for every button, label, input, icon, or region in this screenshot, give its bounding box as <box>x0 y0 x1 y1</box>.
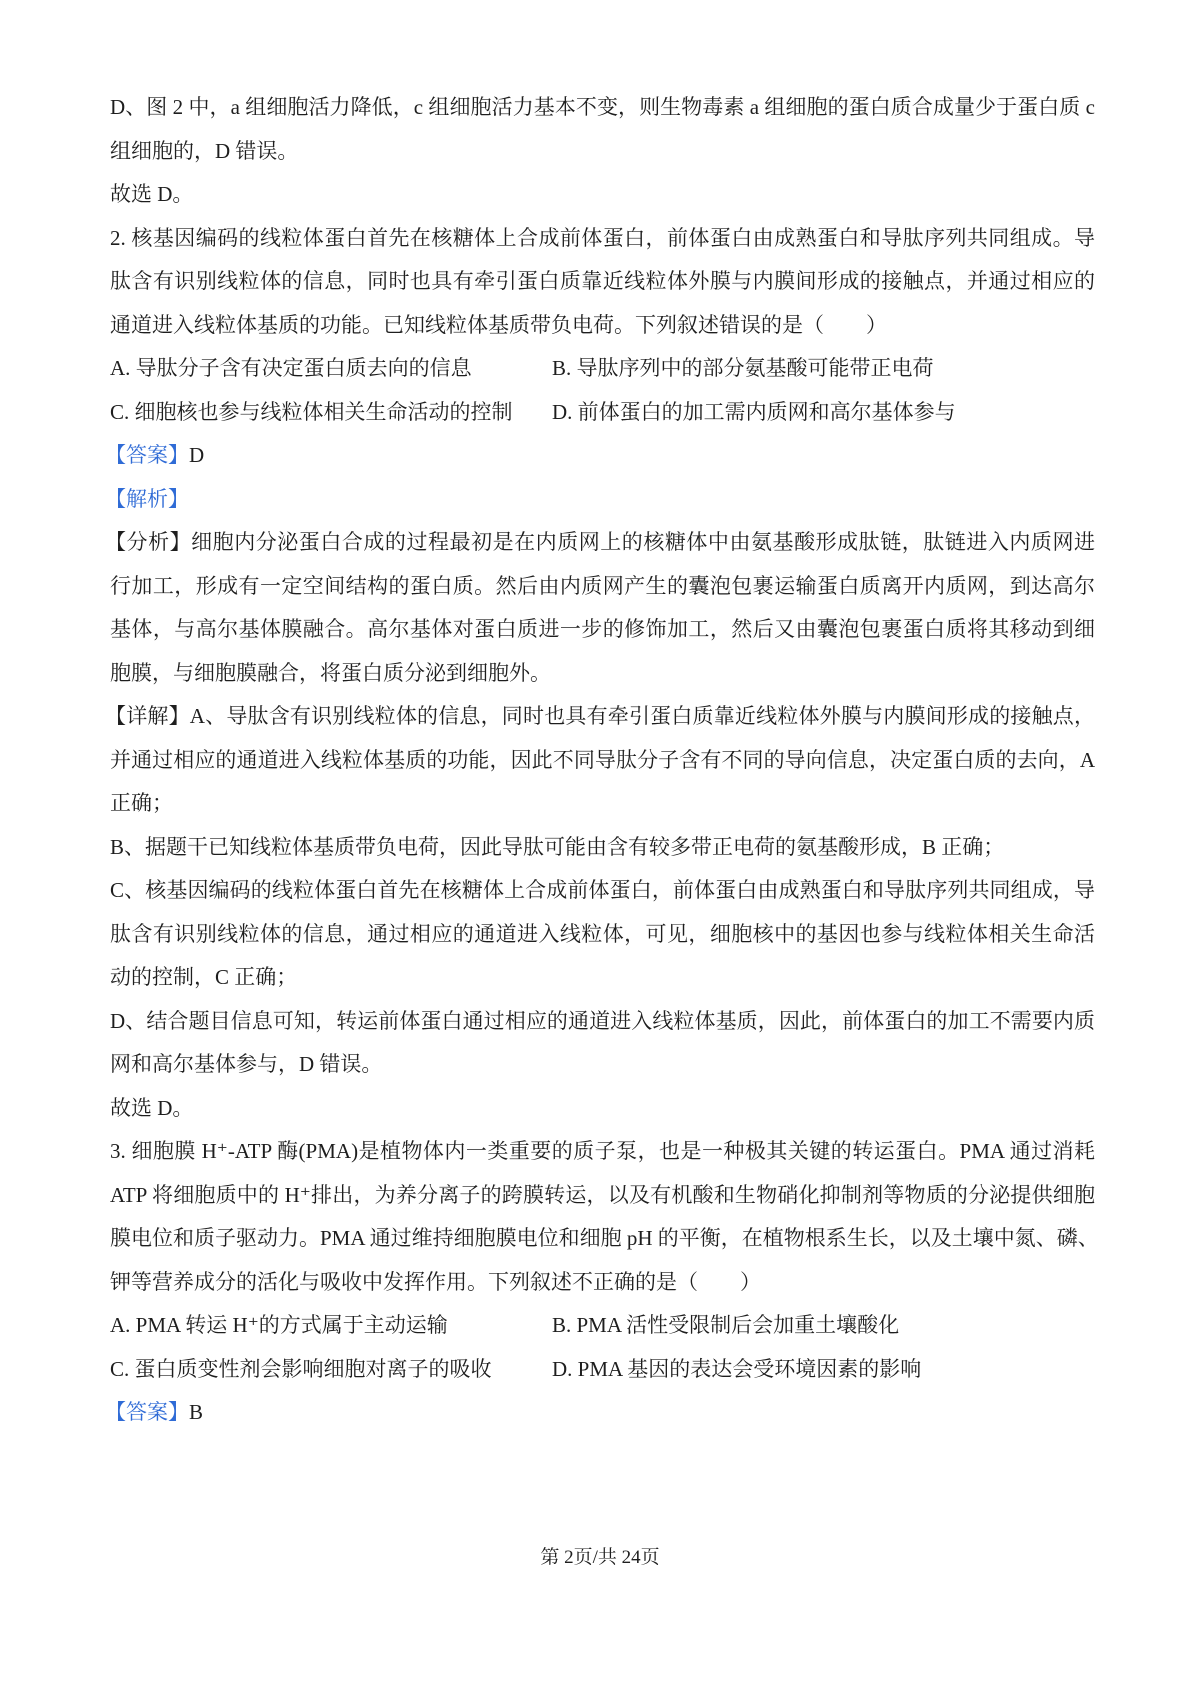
q2-conclusion: 故选 D。 <box>110 1095 194 1120</box>
q3-stem-line: 3. 细胞膜 H⁺-ATP 酶(PMA)是植物体内一类重要的质子泵，也是一种极其关键的转运蛋白。PMA 通过消耗 <box>110 1139 1095 1163</box>
q3-option-d: D. PMA 基因的表达会受环境因素的影响 <box>552 1356 922 1381</box>
page-number: 第 2页/共 24页 <box>540 1547 660 1568</box>
q2-detail-c-line: C、核基因编码的线粒体蛋白首先在核糖体上合成前体蛋白，前体蛋白由成熟蛋白和导肽序列共同组成，导 <box>110 878 1095 902</box>
answer-label: 【答案】 <box>105 443 189 467</box>
q2-option-a: A. 导肽分子含有决定蛋白质去向的信息 <box>110 356 472 380</box>
q2-answer <box>105 434 1095 478</box>
q2-detail-a-line: 正确； <box>110 791 173 815</box>
q2-analysis-line: 基体，与高尔基体膜融合。高尔基体对蛋白质进一步的修饰加工，然后又由囊泡包裹蛋白质将其移动到细 <box>110 617 1095 641</box>
q2-detail-d-line: D、结合题目信息可知，转运前体蛋白通过相应的通道进入线粒体基质，因此，前体蛋白的加工不需要内质 <box>110 1008 1095 1033</box>
answer-value: B <box>189 1400 204 1424</box>
q2-detail-a-line: 【详解】A、导肽含有识别线粒体的信息，同时也具有牵引蛋白质靠近线粒体外膜与内膜间形成的接触点， <box>105 704 1095 728</box>
q2-option-b: B. 导肽序列中的部分氨基酸可能带正电荷 <box>552 356 934 380</box>
q2-analysis-line: 胞膜，与细胞膜融合，将蛋白质分泌到细胞外。 <box>110 660 551 685</box>
q2-options-row <box>110 347 1095 391</box>
q2-analysis-line: 行加工，形成有一定空间结构的蛋白质。然后由内质网产生的囊泡包裹运输蛋白质离开内质网，到达高尔 <box>110 573 1095 598</box>
q2-analysis-line: 【分析】细胞内分泌蛋白合成的过程最初是在内质网上的核糖体中由氨基酸形成肽链，肽链进入内质网进 <box>105 530 1095 554</box>
q2-detail-c-line: 肽含有识别线粒体的信息，通过相应的通道进入线粒体，可见，细胞核中的基因也参与线粒体相关生命活 <box>110 921 1095 946</box>
prev-conclusion: 故选 D。 <box>110 182 194 206</box>
q2-option-d: D. 前体蛋白的加工需内质网和高尔基体参与 <box>552 399 956 424</box>
q3-options-row <box>110 1348 1095 1392</box>
document-page <box>105 86 1099 1435</box>
q3-option-c: C. 蛋白质变性剂会影响细胞对离子的吸收 <box>110 1356 492 1381</box>
solution-label: 【解析】 <box>105 486 189 511</box>
answer-label: 【答案】 <box>105 1400 189 1424</box>
q3-option-b: B. PMA 活性受限制后会加重土壤酸化 <box>552 1313 900 1337</box>
q2-detail-d-line: 网和高尔基体参与，D 错误。 <box>110 1052 383 1076</box>
answer-value: D <box>189 443 205 467</box>
prev-explanation-line: D、图 2 中，a 组细胞活力降低，c 组细胞活力基本不变，则生物毒素 a 组细胞的蛋白质合成量少于蛋白质 c <box>110 95 1095 119</box>
q3-stem-line: 钾等营养成分的活化与吸收中发挥作用。下列叙述不正确的是（ ） <box>110 1269 761 1294</box>
q2-detail-c-line: 动的控制，C 正确； <box>110 965 298 989</box>
prev-explanation-line: 组细胞的，D 错误。 <box>110 138 299 163</box>
q2-solution-heading <box>105 478 1095 522</box>
q2-detail-a-line: 并通过相应的通道进入线粒体基质的功能，因此不同导肽分子含有不同的导向信息，决定蛋白质的去向，A <box>110 747 1095 772</box>
q3-stem-line: 膜电位和质子驱动力。PMA 通过维持细胞膜电位和细胞 pH 的平衡，在植物根系生长，以及土壤中氮、磷、 <box>110 1226 1099 1250</box>
q3-stem-line: ATP 将细胞质中的 H⁺排出，为养分离子的跨膜转运，以及有机酸和生物硝化抑制剂等物质的分泌提供细胞 <box>110 1182 1095 1207</box>
page-footer <box>0 1545 1200 1571</box>
q2-detail-b-line: B、据题干已知线粒体基质带负电荷，因此导肽可能由含有较多带正电荷的氨基酸形成，B 正确； <box>110 834 1005 859</box>
q3-option-a: A. PMA 转运 H⁺的方式属于主动运输 <box>110 1313 448 1337</box>
q2-option-c: C. 细胞核也参与线粒体相关生命活动的控制 <box>110 399 513 424</box>
q2-stem-line: 肽含有识别线粒体的信息，同时也具有牵引蛋白质靠近线粒体外膜与内膜间形成的接触点，并通过相应的 <box>110 269 1095 293</box>
q2-stem-line: 通道进入线粒体基质的功能。已知线粒体基质带负电荷。下列叙述错误的是（ ） <box>110 312 887 337</box>
q2-stem-line: 2. 核基因编码的线粒体蛋白首先在核糖体上合成前体蛋白，前体蛋白由成熟蛋白和导肽序列共同组成。导 <box>110 225 1095 250</box>
q3-options-row <box>110 1304 1095 1348</box>
q3-answer <box>105 1391 1095 1435</box>
q2-options-row <box>110 391 1095 435</box>
